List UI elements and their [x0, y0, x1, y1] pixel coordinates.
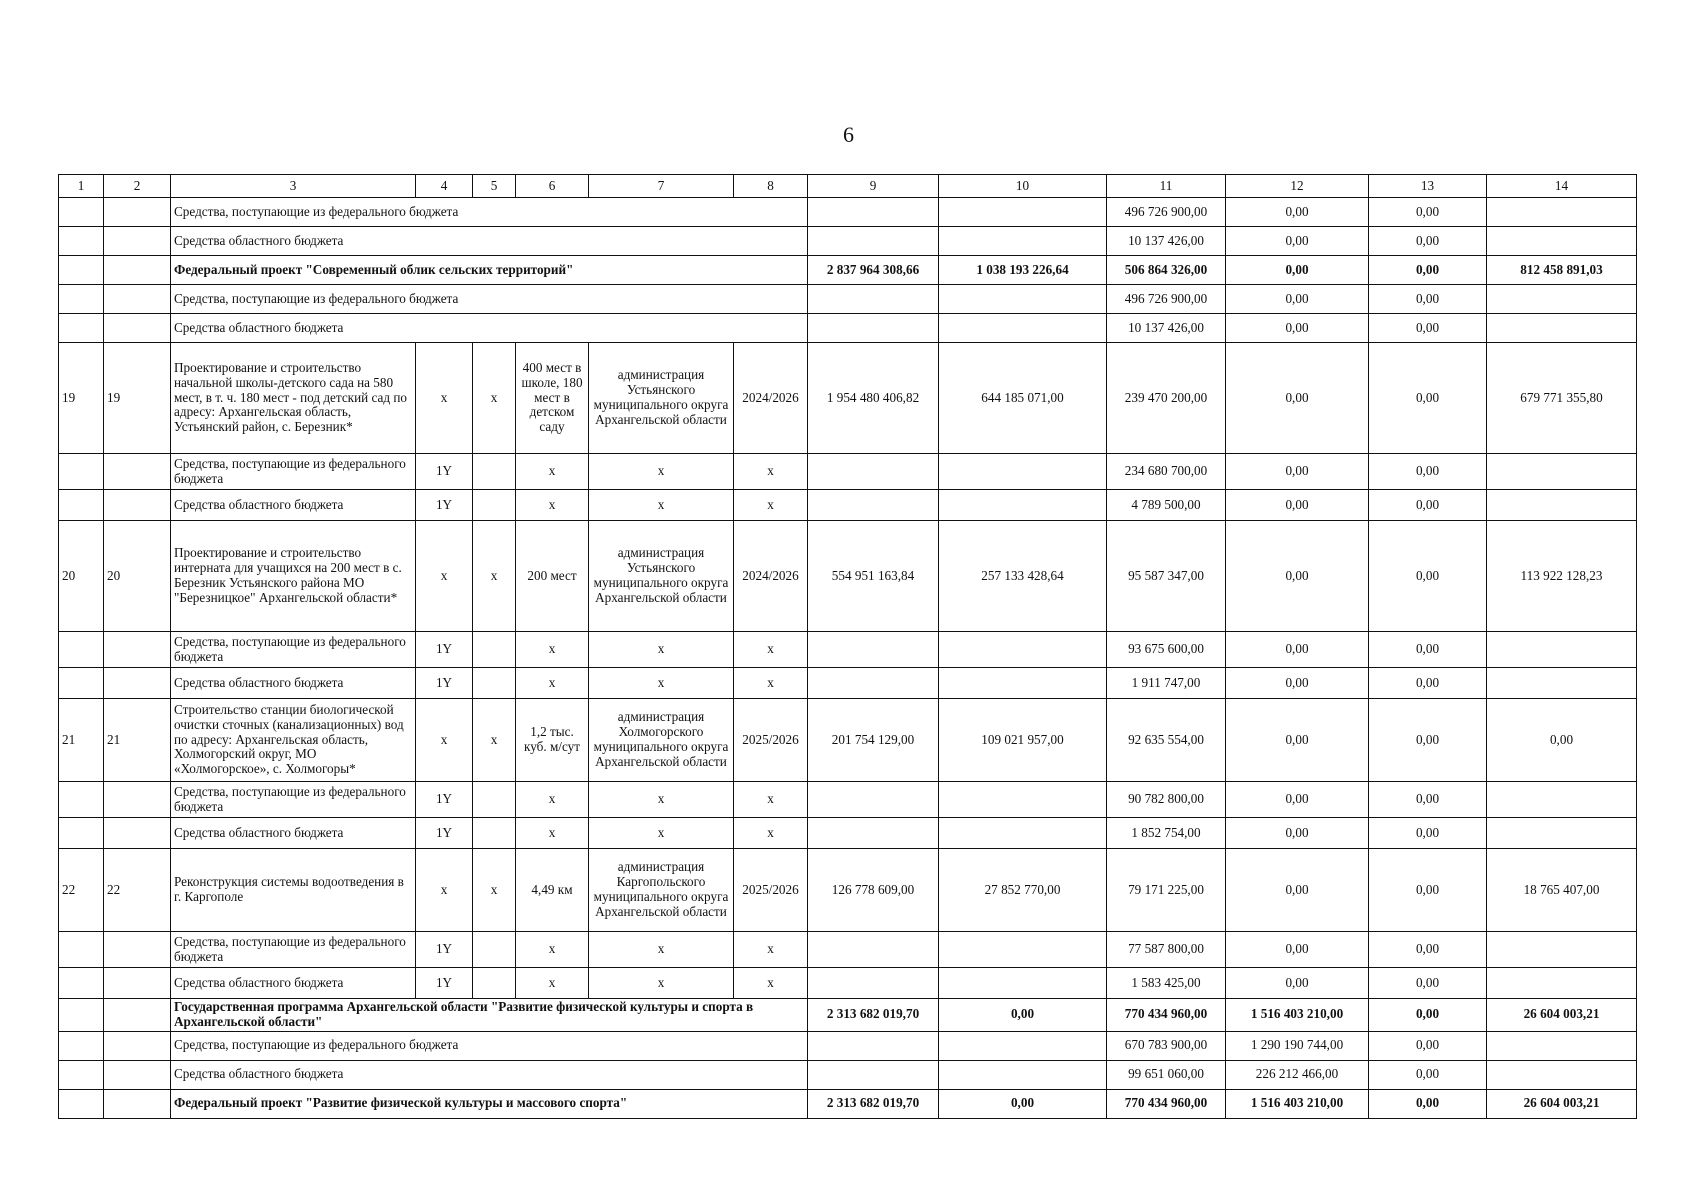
cell-c14 [1487, 968, 1637, 999]
cell-c14: 812 458 891,03 [1487, 256, 1637, 285]
cell-c12: 0,00 [1226, 849, 1369, 932]
cell-c11: 77 587 800,00 [1107, 932, 1226, 968]
cell-c9 [808, 227, 939, 256]
cell-c10: 1 038 193 226,64 [939, 256, 1107, 285]
cell-c2 [104, 999, 171, 1032]
cell-c12: 0,00 [1226, 521, 1369, 632]
cell-c8: х [734, 490, 808, 521]
cell-c14: 26 604 003,21 [1487, 999, 1637, 1032]
cell-c11: 99 651 060,00 [1107, 1060, 1226, 1089]
cell-c9: 554 951 163,84 [808, 521, 939, 632]
table-row [59, 1089, 1637, 1118]
cell-c14 [1487, 227, 1637, 256]
cell-c1 [59, 490, 104, 521]
table-row [59, 849, 1637, 932]
cell-c14 [1487, 1031, 1637, 1060]
cell-c14 [1487, 454, 1637, 490]
cell-c5 [473, 782, 516, 818]
cell-c10 [939, 285, 1107, 314]
cell-c13: 0,00 [1369, 1060, 1487, 1089]
cell-c4: х [416, 521, 473, 632]
cell-c1: 20 [59, 521, 104, 632]
cell-c8: х [734, 968, 808, 999]
cell-c14: 18 765 407,00 [1487, 849, 1637, 932]
cell-c13: 0,00 [1369, 285, 1487, 314]
cell-c13: 0,00 [1369, 699, 1487, 782]
cell-c14 [1487, 632, 1637, 668]
cell-c8: х [734, 932, 808, 968]
cell-c9 [808, 490, 939, 521]
cell-c13: 0,00 [1369, 490, 1487, 521]
cell-c11: 1 852 754,00 [1107, 818, 1226, 849]
cell-c4: х [416, 699, 473, 782]
cell-c13: 0,00 [1369, 782, 1487, 818]
cell-c2: 21 [104, 699, 171, 782]
cell-c10 [939, 782, 1107, 818]
cell-c13: 0,00 [1369, 932, 1487, 968]
cell-c10 [939, 668, 1107, 699]
cell-c11: 1 911 747,00 [1107, 668, 1226, 699]
table-row [59, 1031, 1637, 1060]
column-header: 8 [734, 175, 808, 198]
cell-c2 [104, 968, 171, 999]
cell-c14 [1487, 314, 1637, 343]
cell-c14 [1487, 1060, 1637, 1089]
column-header: 10 [939, 175, 1107, 198]
column-header: 7 [589, 175, 734, 198]
cell-c13: 0,00 [1369, 849, 1487, 932]
row-label: Средства областного бюджета [171, 314, 808, 343]
column-header: 12 [1226, 175, 1369, 198]
cell-c8: х [734, 632, 808, 668]
column-header: 4 [416, 175, 473, 198]
cell-c9: 2 837 964 308,66 [808, 256, 939, 285]
cell-c12: 0,00 [1226, 314, 1369, 343]
column-header: 1 [59, 175, 104, 198]
table-row [59, 1060, 1637, 1089]
object-name: Средства областного бюджета [171, 490, 416, 521]
cell-c1 [59, 454, 104, 490]
cell-c10: 0,00 [939, 1089, 1107, 1118]
cell-c7: администрация Каргопольского муниципального округа Архангельской области [589, 849, 734, 932]
cell-c7: х [589, 490, 734, 521]
cell-c13: 0,00 [1369, 968, 1487, 999]
cell-c4: 1Y [416, 632, 473, 668]
cell-c12: 0,00 [1226, 285, 1369, 314]
cell-c1 [59, 198, 104, 227]
cell-c8: х [734, 818, 808, 849]
cell-c7: х [589, 782, 734, 818]
cell-c1 [59, 932, 104, 968]
cell-c7: х [589, 632, 734, 668]
column-header: 14 [1487, 175, 1637, 198]
cell-c9 [808, 932, 939, 968]
cell-c11: 239 470 200,00 [1107, 343, 1226, 454]
project-label: Федеральный проект "Современный облик сельских территорий" [171, 256, 808, 285]
cell-c9 [808, 818, 939, 849]
cell-c14 [1487, 285, 1637, 314]
cell-c11: 506 864 326,00 [1107, 256, 1226, 285]
cell-c12: 0,00 [1226, 699, 1369, 782]
cell-c11: 770 434 960,00 [1107, 999, 1226, 1032]
cell-c12: 0,00 [1226, 256, 1369, 285]
cell-c6: 200 мест [516, 521, 589, 632]
object-name: Средства, поступающие из федерального бюджета [171, 632, 416, 668]
row-label: Средства, поступающие из федерального бюджета [171, 1031, 808, 1060]
table-row [59, 699, 1637, 782]
cell-c5 [473, 632, 516, 668]
cell-c1: 22 [59, 849, 104, 932]
cell-c13: 0,00 [1369, 343, 1487, 454]
cell-c9 [808, 454, 939, 490]
object-name: Средства, поступающие из федерального бюджета [171, 782, 416, 818]
cell-c10: 27 852 770,00 [939, 849, 1107, 932]
cell-c1 [59, 782, 104, 818]
cell-c2 [104, 1060, 171, 1089]
cell-c7: х [589, 454, 734, 490]
cell-c2 [104, 227, 171, 256]
cell-c9 [808, 1031, 939, 1060]
cell-c14: 0,00 [1487, 699, 1637, 782]
cell-c2 [104, 314, 171, 343]
cell-c10 [939, 632, 1107, 668]
cell-c11: 670 783 900,00 [1107, 1031, 1226, 1060]
table-row [59, 490, 1637, 521]
cell-c2 [104, 285, 171, 314]
cell-c9: 1 954 480 406,82 [808, 343, 939, 454]
cell-c7: х [589, 968, 734, 999]
cell-c10 [939, 1031, 1107, 1060]
cell-c7: х [589, 932, 734, 968]
table-row [59, 818, 1637, 849]
cell-c11: 95 587 347,00 [1107, 521, 1226, 632]
table-row [59, 668, 1637, 699]
cell-c14: 113 922 128,23 [1487, 521, 1637, 632]
cell-c10: 109 021 957,00 [939, 699, 1107, 782]
cell-c8: 2024/2026 [734, 343, 808, 454]
table-row [59, 343, 1637, 454]
cell-c2 [104, 632, 171, 668]
table-row [59, 198, 1637, 227]
cell-c8: 2025/2026 [734, 849, 808, 932]
cell-c11: 10 137 426,00 [1107, 227, 1226, 256]
column-header: 3 [171, 175, 416, 198]
table-row [59, 932, 1637, 968]
cell-c12: 0,00 [1226, 343, 1369, 454]
cell-c13: 0,00 [1369, 314, 1487, 343]
object-name: Средства, поступающие из федерального бюджета [171, 932, 416, 968]
cell-c13: 0,00 [1369, 632, 1487, 668]
cell-c9: 2 313 682 019,70 [808, 999, 939, 1032]
cell-c5: х [473, 343, 516, 454]
project-label: Государственная программа Архангельской области "Развитие физической культуры и спорта в Архангельской области" [171, 999, 808, 1032]
cell-c12: 1 516 403 210,00 [1226, 1089, 1369, 1118]
page-number: 6 [843, 122, 854, 147]
cell-c10 [939, 314, 1107, 343]
cell-c6: 400 мест в школе, 180 мест в детском саду [516, 343, 589, 454]
cell-c13: 0,00 [1369, 1031, 1487, 1060]
cell-c14 [1487, 490, 1637, 521]
cell-c6: х [516, 632, 589, 668]
table-row [59, 227, 1637, 256]
header-row [59, 175, 1637, 198]
cell-c7: х [589, 668, 734, 699]
cell-c7: администрация Устьянского муниципального округа Архангельской области [589, 343, 734, 454]
table-row [59, 782, 1637, 818]
object-name: Реконструкция системы водоотведения в г. Каргополе [171, 849, 416, 932]
cell-c12: 0,00 [1226, 968, 1369, 999]
cell-c2: 19 [104, 343, 171, 454]
cell-c2 [104, 256, 171, 285]
cell-c13: 0,00 [1369, 999, 1487, 1032]
cell-c2: 20 [104, 521, 171, 632]
cell-c12: 0,00 [1226, 490, 1369, 521]
cell-c6: х [516, 668, 589, 699]
cell-c8: 2024/2026 [734, 521, 808, 632]
cell-c1 [59, 818, 104, 849]
cell-c6: х [516, 454, 589, 490]
cell-c2 [104, 490, 171, 521]
cell-c1 [59, 1060, 104, 1089]
cell-c2 [104, 198, 171, 227]
cell-c1 [59, 285, 104, 314]
cell-c12: 1 516 403 210,00 [1226, 999, 1369, 1032]
cell-c4: 1Y [416, 968, 473, 999]
cell-c9: 201 754 129,00 [808, 699, 939, 782]
cell-c11: 4 789 500,00 [1107, 490, 1226, 521]
cell-c14: 679 771 355,80 [1487, 343, 1637, 454]
cell-c1: 19 [59, 343, 104, 454]
cell-c1 [59, 968, 104, 999]
cell-c10 [939, 454, 1107, 490]
cell-c11: 79 171 225,00 [1107, 849, 1226, 932]
cell-c10: 0,00 [939, 999, 1107, 1032]
column-header: 13 [1369, 175, 1487, 198]
cell-c10 [939, 1060, 1107, 1089]
cell-c14 [1487, 198, 1637, 227]
cell-c12: 0,00 [1226, 227, 1369, 256]
cell-c1 [59, 314, 104, 343]
object-name: Средства областного бюджета [171, 968, 416, 999]
cell-c7: х [589, 818, 734, 849]
cell-c13: 0,00 [1369, 227, 1487, 256]
table-row [59, 999, 1637, 1032]
cell-c12: 226 212 466,00 [1226, 1060, 1369, 1089]
cell-c9: 126 778 609,00 [808, 849, 939, 932]
object-name: Проектирование и строительство интерната для учащихся на 200 мест в с. Березник Устьянского района МО "Березницкое" Архангельской области* [171, 521, 416, 632]
object-name: Проектирование и строительство начальной школы-детского сада на 580 мест, в т. ч. 180 мест - под детский сад по адресу: Архангельская область, Устьянский район, с. Березник* [171, 343, 416, 454]
cell-c10: 257 133 428,64 [939, 521, 1107, 632]
cell-c14 [1487, 818, 1637, 849]
cell-c5: х [473, 699, 516, 782]
cell-c1 [59, 632, 104, 668]
cell-c12: 0,00 [1226, 782, 1369, 818]
column-header: 2 [104, 175, 171, 198]
cell-c8: х [734, 454, 808, 490]
cell-c9 [808, 314, 939, 343]
cell-c1 [59, 1089, 104, 1118]
cell-c5 [473, 668, 516, 699]
cell-c4: 1Y [416, 932, 473, 968]
cell-c8: х [734, 668, 808, 699]
cell-c5 [473, 968, 516, 999]
cell-c4: 1Y [416, 490, 473, 521]
table-row [59, 968, 1637, 999]
cell-c10 [939, 932, 1107, 968]
cell-c10 [939, 198, 1107, 227]
cell-c12: 1 290 190 744,00 [1226, 1031, 1369, 1060]
cell-c6: х [516, 932, 589, 968]
cell-c6: х [516, 968, 589, 999]
cell-c14 [1487, 782, 1637, 818]
cell-c2 [104, 932, 171, 968]
cell-c5 [473, 818, 516, 849]
cell-c11: 496 726 900,00 [1107, 198, 1226, 227]
column-header: 6 [516, 175, 589, 198]
cell-c1 [59, 256, 104, 285]
cell-c13: 0,00 [1369, 668, 1487, 699]
cell-c11: 496 726 900,00 [1107, 285, 1226, 314]
cell-c1 [59, 227, 104, 256]
cell-c9: 2 313 682 019,70 [808, 1089, 939, 1118]
cell-c13: 0,00 [1369, 198, 1487, 227]
cell-c4: х [416, 849, 473, 932]
object-name: Средства, поступающие из федерального бюджета [171, 454, 416, 490]
cell-c12: 0,00 [1226, 932, 1369, 968]
cell-c5: х [473, 849, 516, 932]
cell-c13: 0,00 [1369, 454, 1487, 490]
column-header: 11 [1107, 175, 1226, 198]
cell-c6: 1,2 тыс. куб. м/сут [516, 699, 589, 782]
cell-c5: х [473, 521, 516, 632]
cell-c4: 1Y [416, 782, 473, 818]
cell-c8: х [734, 782, 808, 818]
cell-c13: 0,00 [1369, 818, 1487, 849]
project-label: Федеральный проект "Развитие физической культуры и массового спорта" [171, 1089, 808, 1118]
cell-c12: 0,00 [1226, 632, 1369, 668]
table-row [59, 256, 1637, 285]
cell-c5 [473, 490, 516, 521]
cell-c12: 0,00 [1226, 818, 1369, 849]
object-name: Средства областного бюджета [171, 668, 416, 699]
cell-c11: 234 680 700,00 [1107, 454, 1226, 490]
cell-c4: х [416, 343, 473, 454]
cell-c9 [808, 198, 939, 227]
row-label: Средства, поступающие из федерального бюджета [171, 198, 808, 227]
cell-c14 [1487, 668, 1637, 699]
cell-c5 [473, 932, 516, 968]
row-label: Средства областного бюджета [171, 227, 808, 256]
row-label: Средства областного бюджета [171, 1060, 808, 1089]
cell-c4: 1Y [416, 818, 473, 849]
cell-c8: 2025/2026 [734, 699, 808, 782]
cell-c10 [939, 968, 1107, 999]
cell-c4: 1Y [416, 668, 473, 699]
table-row [59, 632, 1637, 668]
cell-c9 [808, 1060, 939, 1089]
cell-c12: 0,00 [1226, 668, 1369, 699]
object-name: Строительство станции биологической очистки сточных (канализационных) вод по адресу: Архангельская область, Холмогорский округ, МО «Холмогорское», с. Холмогоры* [171, 699, 416, 782]
cell-c2 [104, 1031, 171, 1060]
cell-c12: 0,00 [1226, 198, 1369, 227]
table-row [59, 314, 1637, 343]
cell-c1 [59, 999, 104, 1032]
cell-c9 [808, 285, 939, 314]
cell-c4: 1Y [416, 454, 473, 490]
cell-c10 [939, 490, 1107, 521]
cell-c2 [104, 818, 171, 849]
cell-c1: 21 [59, 699, 104, 782]
cell-c2 [104, 668, 171, 699]
cell-c11: 92 635 554,00 [1107, 699, 1226, 782]
cell-c7: администрация Холмогорского муниципального округа Архангельской области [589, 699, 734, 782]
cell-c11: 1 583 425,00 [1107, 968, 1226, 999]
object-name: Средства областного бюджета [171, 818, 416, 849]
cell-c6: 4,49 км [516, 849, 589, 932]
cell-c5 [473, 454, 516, 490]
cell-c14: 26 604 003,21 [1487, 1089, 1637, 1118]
table-row [59, 285, 1637, 314]
cell-c10 [939, 818, 1107, 849]
cell-c1 [59, 1031, 104, 1060]
cell-c11: 770 434 960,00 [1107, 1089, 1226, 1118]
cell-c10: 644 185 071,00 [939, 343, 1107, 454]
budget-table [58, 174, 1637, 1119]
cell-c7: администрация Устьянского муниципального округа Архангельской области [589, 521, 734, 632]
cell-c13: 0,00 [1369, 1089, 1487, 1118]
column-header: 9 [808, 175, 939, 198]
table-row [59, 521, 1637, 632]
cell-c2: 22 [104, 849, 171, 932]
cell-c13: 0,00 [1369, 521, 1487, 632]
cell-c9 [808, 782, 939, 818]
cell-c9 [808, 668, 939, 699]
cell-c14 [1487, 932, 1637, 968]
table-row [59, 454, 1637, 490]
cell-c1 [59, 668, 104, 699]
cell-c13: 0,00 [1369, 256, 1487, 285]
column-header: 5 [473, 175, 516, 198]
cell-c2 [104, 454, 171, 490]
cell-c6: х [516, 818, 589, 849]
cell-c11: 90 782 800,00 [1107, 782, 1226, 818]
cell-c10 [939, 227, 1107, 256]
row-label: Средства, поступающие из федерального бюджета [171, 285, 808, 314]
cell-c11: 10 137 426,00 [1107, 314, 1226, 343]
cell-c2 [104, 782, 171, 818]
cell-c9 [808, 968, 939, 999]
cell-c12: 0,00 [1226, 454, 1369, 490]
cell-c11: 93 675 600,00 [1107, 632, 1226, 668]
cell-c9 [808, 632, 939, 668]
cell-c6: х [516, 490, 589, 521]
cell-c6: х [516, 782, 589, 818]
cell-c2 [104, 1089, 171, 1118]
